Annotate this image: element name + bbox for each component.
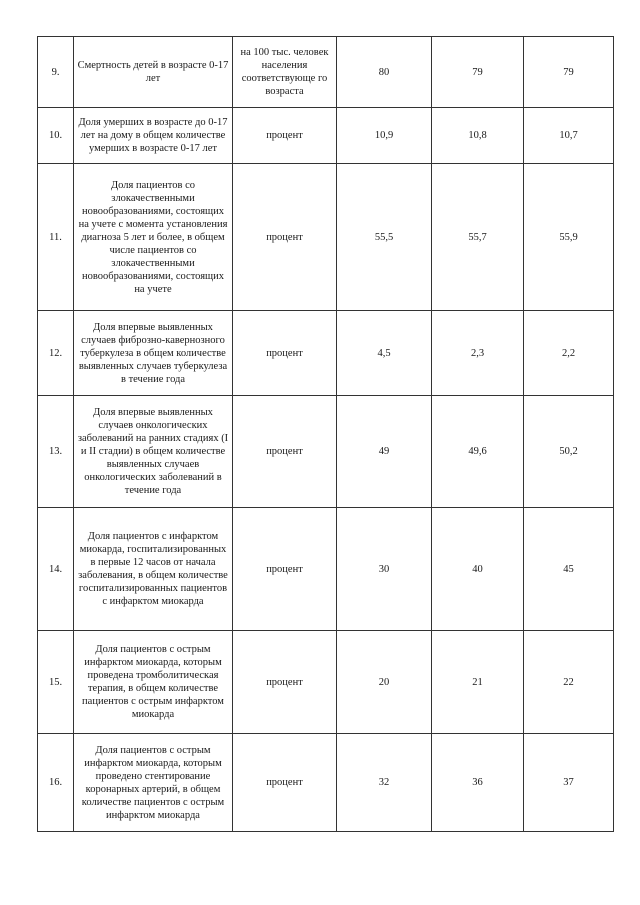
value-cell: 10,9 bbox=[337, 108, 432, 164]
row-number: 14. bbox=[38, 508, 74, 631]
unit-cell: на 100 тыс. человек населения соответствующе го возраста bbox=[233, 37, 337, 108]
table-row bbox=[38, 37, 614, 108]
indicator-name: Смертность детей в возрасте 0-17 лет bbox=[74, 37, 233, 108]
indicators-table bbox=[37, 36, 614, 832]
value-cell: 2,3 bbox=[432, 311, 524, 396]
value-cell: 20 bbox=[337, 631, 432, 734]
indicator-name: Доля впервые выявленных случаев онкологических заболеваний на ранних стадиях (I и II стадии) в общем количестве выявленных случаев онкологических заболеваний в течение года bbox=[74, 396, 233, 508]
value-cell: 55,9 bbox=[524, 164, 614, 311]
value-cell: 49 bbox=[337, 396, 432, 508]
value-cell: 55,7 bbox=[432, 164, 524, 311]
value-cell: 10,8 bbox=[432, 108, 524, 164]
indicator-name: Доля пациентов с острым инфарктом миокарда, которым проведено стентирование коронарных артерий, в общем количестве пациентов с острым инфарктом миокарда bbox=[74, 734, 233, 832]
unit-cell: процент bbox=[233, 311, 337, 396]
value-cell: 22 bbox=[524, 631, 614, 734]
unit-cell: процент bbox=[233, 508, 337, 631]
unit-cell: процент bbox=[233, 631, 337, 734]
value-cell: 30 bbox=[337, 508, 432, 631]
table-row bbox=[38, 631, 614, 734]
value-cell: 40 bbox=[432, 508, 524, 631]
indicator-name: Доля впервые выявленных случаев фиброзно-кавернозного туберкулеза в общем количестве выявленных случаев туберкулеза в течение года bbox=[74, 311, 233, 396]
row-number: 16. bbox=[38, 734, 74, 832]
unit-cell: процент bbox=[233, 396, 337, 508]
value-cell: 32 bbox=[337, 734, 432, 832]
indicator-name: Доля пациентов с инфарктом миокарда, госпитализированных в первые 12 часов от начала заболевания, в общем количестве госпитализированных пациентов с инфарктом миокарда bbox=[74, 508, 233, 631]
table-row bbox=[38, 108, 614, 164]
unit-cell: процент bbox=[233, 108, 337, 164]
value-cell: 45 bbox=[524, 508, 614, 631]
value-cell: 37 bbox=[524, 734, 614, 832]
table-row bbox=[38, 311, 614, 396]
table-row bbox=[38, 734, 614, 832]
unit-cell: процент bbox=[233, 164, 337, 311]
value-cell: 79 bbox=[432, 37, 524, 108]
row-number: 9. bbox=[38, 37, 74, 108]
value-cell: 36 bbox=[432, 734, 524, 832]
value-cell: 55,5 bbox=[337, 164, 432, 311]
row-number: 15. bbox=[38, 631, 74, 734]
table-row bbox=[38, 508, 614, 631]
table-row bbox=[38, 164, 614, 311]
value-cell: 50,2 bbox=[524, 396, 614, 508]
unit-cell: процент bbox=[233, 734, 337, 832]
table-row bbox=[38, 396, 614, 508]
indicator-name: Доля пациентов со злокачественными новообразованиями, состоящих на учете с момента установления диагноза 5 лет и более, в общем числе пациентов со злокачественными новообразованиями, состоящих на учете bbox=[74, 164, 233, 311]
value-cell: 2,2 bbox=[524, 311, 614, 396]
indicator-name: Доля пациентов с острым инфарктом миокарда, которым проведена тромболитическая терапия, в общем количестве пациентов с острым инфарктом миокарда bbox=[74, 631, 233, 734]
value-cell: 10,7 bbox=[524, 108, 614, 164]
value-cell: 49,6 bbox=[432, 396, 524, 508]
row-number: 13. bbox=[38, 396, 74, 508]
row-number: 12. bbox=[38, 311, 74, 396]
row-number: 10. bbox=[38, 108, 74, 164]
value-cell: 21 bbox=[432, 631, 524, 734]
value-cell: 80 bbox=[337, 37, 432, 108]
row-number: 11. bbox=[38, 164, 74, 311]
indicator-name: Доля умерших в возрасте до 0-17 лет на дому в общем количестве умерших в возрасте 0-17 лет bbox=[74, 108, 233, 164]
value-cell: 4,5 bbox=[337, 311, 432, 396]
value-cell: 79 bbox=[524, 37, 614, 108]
